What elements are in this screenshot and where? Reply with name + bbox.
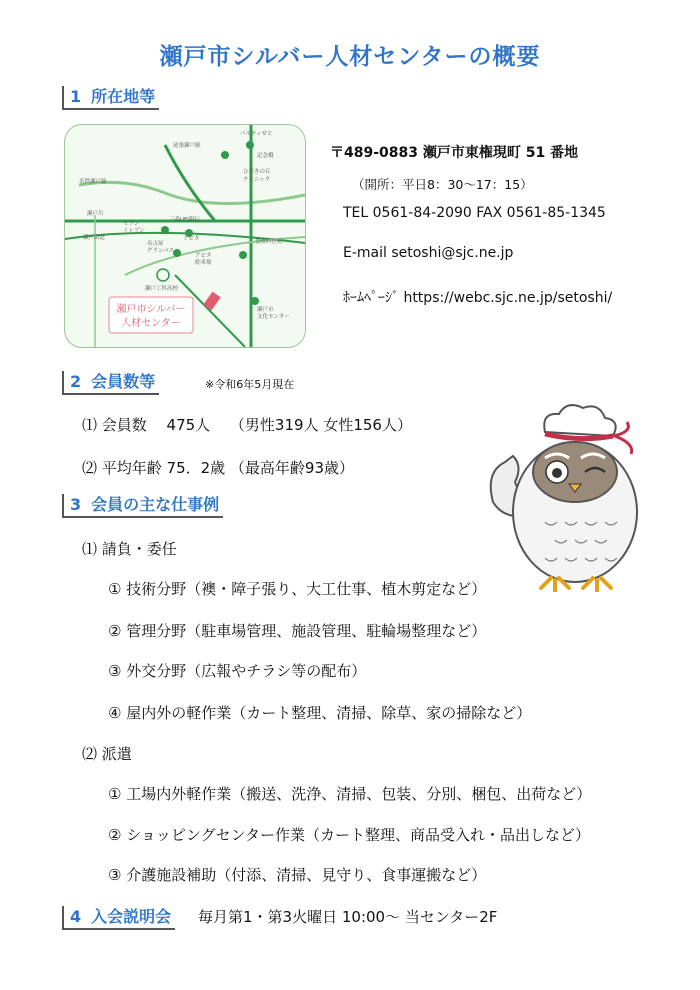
map-label: 瀬戸川 (87, 211, 104, 217)
section-heading-jobs (62, 494, 223, 518)
member-count: ⑴ 会員数 475人 （男性319人 女性156人） (82, 416, 412, 434)
office-hours: （開所：平日8：30～17：15） (352, 177, 533, 192)
map-label: セブン (123, 221, 140, 227)
map-marker (173, 249, 181, 257)
dispatch-heading: ⑵ 派遣 (82, 745, 132, 763)
section-number: 4 (70, 907, 82, 926)
postal-address: 〒489-0883 瀬戸市東権現町 51 番地 (330, 145, 579, 161)
section-label: 会員数等 (91, 372, 156, 391)
members-note: ※令和6年5月現在 (205, 378, 295, 391)
map-label: 記念橋 (257, 153, 274, 159)
job-item: ③ 外交分野（広報やチラシ等の配布） (108, 662, 367, 680)
section-number: 3 (70, 495, 82, 514)
job-item: ② 管理分野（駐車場管理、施設管理、駐輪場整理など） (108, 622, 487, 640)
section-label: 入会説明会 (91, 907, 172, 926)
map-label: 名鉄瀬戸線 (79, 179, 107, 185)
email[interactable]: E-mail setoshi@sjc.ne.jp (343, 245, 514, 261)
map-label: グランパス (147, 248, 175, 254)
average-age: ⑵ 平均年齢 75．2歳 （最高年齢93歳） (82, 459, 355, 477)
map-drawing (65, 125, 305, 347)
briefing-schedule: 毎月第1・第3火曜日 10:00～ 当センター2F (198, 908, 498, 926)
map-label: 文化センター (257, 314, 290, 320)
map-label: 三菱UFJ銀行 (169, 217, 200, 223)
section-number: 1 (70, 87, 82, 106)
homepage-link[interactable]: ﾎｰﾑﾍﾟｰｼﾞ https://webc.sjc.ne.jp/setoshi/ (343, 290, 613, 306)
job-item: ① 工場内外軽作業（搬送、洗浄、清掃、包装、分別、梱包、出荷など） (108, 785, 592, 803)
page-title: 瀬戸市シルバー人材センターの概要 (159, 44, 541, 70)
map-marker (246, 141, 254, 149)
map-label: 瀬戸市 (257, 307, 274, 313)
job-item: ④ 屋内外の軽作業（カート整理、清掃、除草、家の掃除など） (108, 704, 532, 722)
center-label: 人材センター (121, 318, 181, 329)
map-label: イレブン (123, 228, 145, 234)
map-label: パルティせと (240, 131, 273, 137)
job-item: ③ 介護施設補助（付添、清掃、見守り、食事運搬など） (108, 866, 487, 884)
center-label: 瀬戸市シルバー (116, 304, 186, 315)
map-label: 尾張瀬戸駅 (173, 143, 201, 149)
map-road (165, 145, 215, 221)
section-heading-members (62, 371, 159, 395)
section-heading-location (62, 86, 159, 110)
owl-mascot-image (475, 392, 665, 592)
map-label: 豊根科医院 (255, 239, 283, 245)
location-map (64, 124, 306, 348)
map-label: アピタ (183, 236, 200, 242)
map-label: 瀬戸工科高校 (145, 286, 179, 292)
contract-heading: ⑴ 請負・委任 (82, 540, 177, 558)
section-label: 所在地等 (91, 87, 156, 106)
map-marker (161, 226, 169, 234)
section-heading-briefing (62, 906, 175, 930)
map-label: クリニック (243, 177, 271, 183)
map-label: ひびきの丘 (243, 169, 271, 175)
job-item: ② ショッピングセンター作業（カート整理、商品受入れ・品出しなど） (108, 826, 591, 844)
job-item: ① 技術分野（襖・障子張り、大工仕事、植木剪定など） (108, 580, 487, 598)
phone-fax: TEL 0561-84-2090 FAX 0561-85-1345 (343, 205, 606, 221)
map-marker (221, 151, 229, 159)
map-label: アピタ (195, 253, 212, 259)
section-label: 会員の主な仕事例 (91, 495, 220, 514)
map-marker (251, 297, 259, 305)
map-label: 名古屋 (147, 241, 164, 247)
map-label: 瀬戸街道 (83, 235, 106, 241)
school-marker (157, 269, 169, 281)
section-number: 2 (70, 372, 82, 391)
map-marker (239, 251, 247, 259)
map-label: 駐車場 (195, 260, 212, 266)
